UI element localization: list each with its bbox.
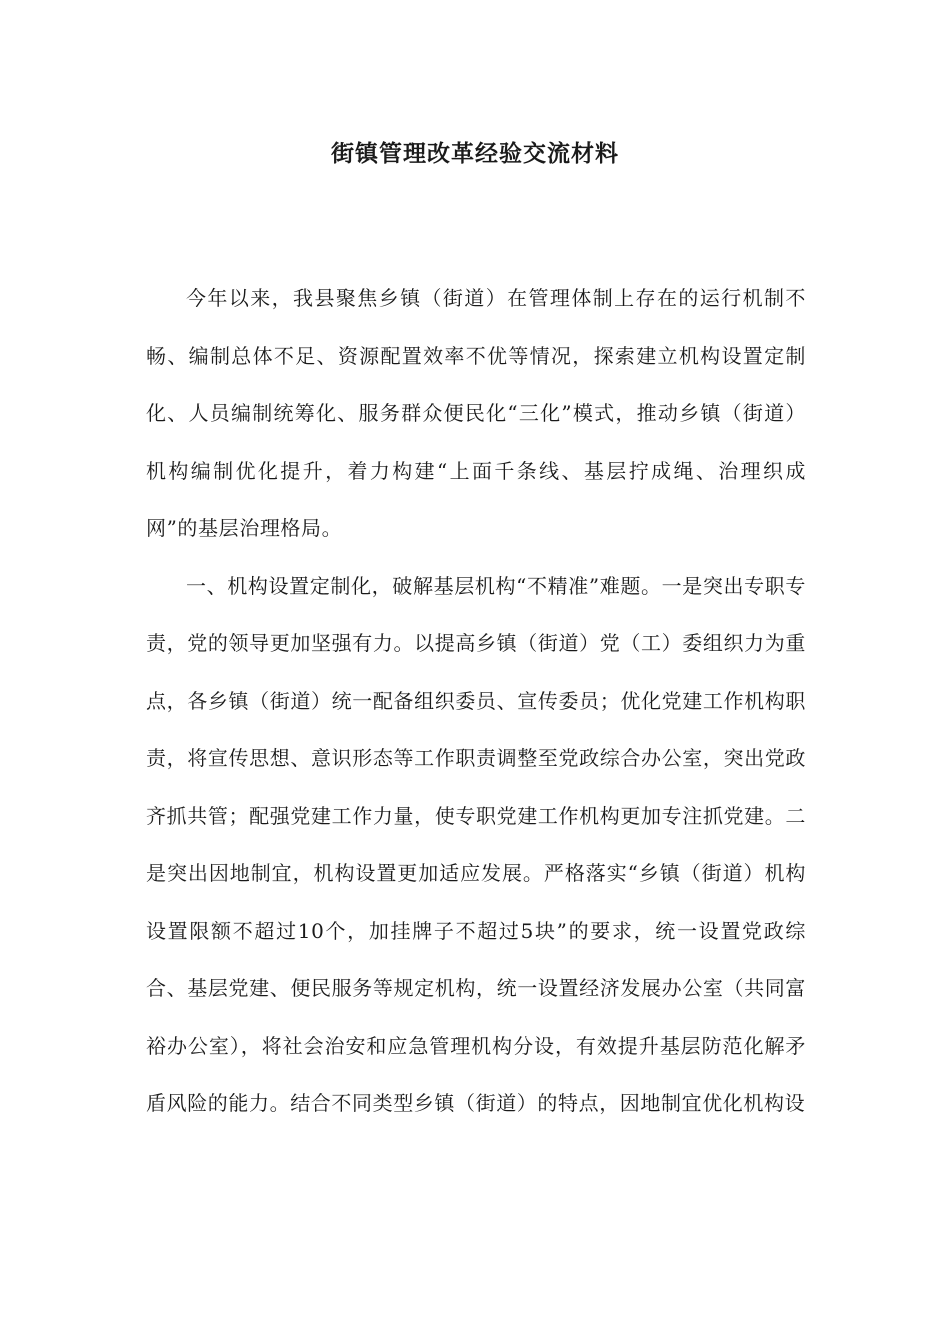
- paragraph-intro: 今年以来，我县聚焦乡镇（街道）在管理体制上存在的运行机制不畅、编制总体不足、资源配置效率不优等情况，探索建立机构设置定制化、人员编制统筹化、服务群众便民化“三化”模式，推动乡镇（街道）机构编制优化提升，着力构建“上面千条线、基层拧成绳、治理织成网”的基层治理格局。: [146, 286, 806, 540]
- document-title: 街镇管理改革经验交流材料: [331, 140, 619, 167]
- paragraph-section-one: 一、机构设置定制化，破解基层机构“不精准”难题。一是突出专职专责，党的领导更加坚强有力。以提高乡镇（街道）党（工）委组织力为重点，各乡镇（街道）统一配备组织委员、宣传委员；优化党建工作机构职责，将宣传思想、意识形态等工作职责调整至党政综合办公室，突出党政齐抓共管；配强党建工作力量，使专职党建工作机构更加专注抓党建。二是突出因地制宜，机构设置更加适应发展。严格落实“乡镇（街道）机构设置限额不超过10个，加挂牌子不超过5块”的要求，统一设置党政综合、基层党建、便民服务等规定机构，统一设置经济发展办公室（共同富裕办公室），将社会治安和应急管理机构分设，有效提升基层防范化解矛盾风险的能力。结合不同类型乡镇（街道）的特点，因地制宜优化机构设: [146, 573, 806, 1115]
- document-body: [146, 270, 806, 1133]
